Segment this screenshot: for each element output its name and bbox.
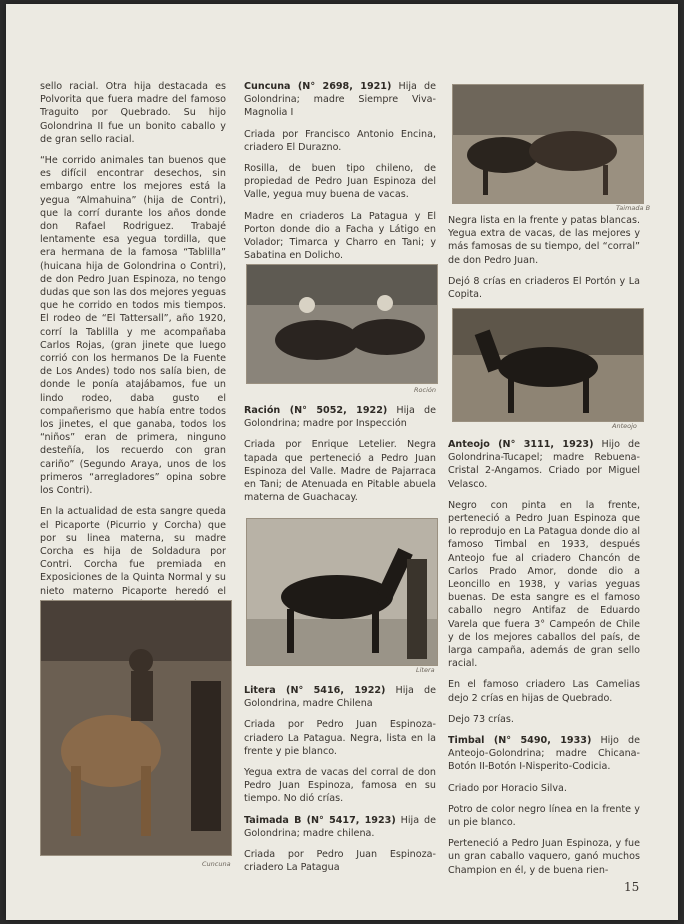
col1-paragraph-3: En la actualidad de esta sangre queda el Picaporte (Picurrio y Corcha) que por su linea materna, su madre Corcha es hija de Soldadura por Contri. Corcha fue premiada en Exposiciones de la Quinta Normal y su nieto materno Picaporte heredó el: [40, 506, 226, 597]
book-page: [6, 4, 678, 920]
col1-paragraph-1: sello racial. Otra hija destacada es Polvorita que fuera madre del famoso Traguito por Quebrado. Su hijo Golondrina II fue un bonito caballo y de gran sello racial.: [40, 81, 226, 145]
taimada-entry: [244, 814, 436, 840]
caption-anteojo: Anteojo: [612, 422, 637, 430]
photo-racion: [246, 264, 438, 384]
timbal-desc: Hijo de Anteojo-Golondrina; madre Chicana-Botón II-Botón I-Nisperito-Codicia.: [448, 735, 640, 773]
cuncuna-entry: [244, 80, 436, 120]
timbal-entry: [448, 734, 640, 774]
cuncuna-title: Cuncuna (N° 2698, 1921): [244, 81, 392, 92]
caption-cuncuna: Cuncuna: [202, 860, 231, 868]
taimada-title: Taimada B (N° 5417, 1923): [244, 814, 396, 826]
photo-cuncuna: [40, 600, 232, 856]
anteojo-title: Anteojo (N° 3111, 1923): [448, 439, 594, 450]
page-number: 15: [624, 880, 640, 894]
racion-title: Ración (N° 5052, 1922): [244, 405, 388, 416]
litera-title: Litera (N° 5416, 1922): [244, 685, 386, 696]
timbal-paragraph-4: Perteneció a Pedro Juan Espinoza, y fue un gran caballo vaquero, ganó muchos Champion en él, y de buena rien-: [448, 838, 640, 876]
litera-desc: Hija de Golondrina, madre Chilena: [244, 685, 436, 710]
litera-paragraph-3: Yegua extra de vacas del corral de don Pedro Juan Espinoza, famosa en su tiempo. No dió crías.: [244, 767, 436, 805]
timbal-title: Timbal (N° 5490, 1933): [448, 735, 592, 747]
racion-entry: [244, 404, 436, 430]
photo-taimada: [452, 84, 644, 204]
cuncuna-desc: Hija de Golondrina; madre Siempre Viva-Magnolia I: [244, 81, 437, 119]
col1-paragraph-2: “He corrido animales tan buenos que es difícil encontrar desechos, sin embargo entre los mejores está la yegua “Almahuina” (hija de Contri), que la corrí durante los años donde don Rafael Rodriguez. Trabajé lentamente esa yegua tordilla, que era hermana de la famosa “Tablilla” (huicana hija de Golondrina o Contri), de don Pedro Juan Espinoza, no tengo dudas que son las dos mejores yeguas que he corrido en todos mis tiempos. El rodeo de “El Tattersall”, año 1920, corrí la Tablilla y me acompañaba Carlos Rojas, (gran jinete que luego corrió con los hermanos De la Fuente de Los Andes) todo nos salía bien, de donde le ponía atajábamos, fue un lindo rodeo, daba gusto el compañerismo que había entre todos los jinetes, el que ganaba, todos los “niños” eran de primera, ninguno desteñía, los recuerdo con gran cariño” (Segundo Araya, unos de los primeros “arregladores” opina sobre los Contri).: [40, 155, 227, 497]
column-2-racion: [244, 404, 436, 512]
cuncuna-paragraph-2: Criada por Francisco Antonio Encina, criadero El Durazno.: [244, 128, 436, 153]
column-2-top: [244, 80, 436, 270]
col3-paragraph-1: Negra lista en la frente y patas blancas. Yegua extra de vacas, de las mejores y más famosas de su tiempo, del “corral” de don Pedro Juan.: [448, 215, 640, 266]
racion-desc: Hija de Golondrina; madre por Inspección: [244, 405, 437, 430]
col3-paragraph-2: Dejó 8 crías en criaderos El Portón y La Copita.: [448, 275, 640, 301]
taimada-desc: Hija de Golondrina; madre chilena.: [244, 814, 436, 839]
caption-taimada: Taimada B: [616, 204, 651, 212]
litera-entry: [244, 684, 436, 710]
column-3-anteojo: [448, 438, 640, 885]
timbal-paragraph-2: Criado por Horacio Silva.: [448, 782, 567, 794]
column-3-top: [448, 214, 640, 309]
timbal-paragraph-3: Potro de color negro línea en la frente y un pie blanco.: [448, 803, 640, 829]
anteojo-desc: Hijo de Golondrina-Tucapel; madre Rebuena-Cristal 2-Angamos. Criado por Miguel Velasco.: [448, 439, 640, 490]
caption-litera: Litera: [416, 666, 435, 674]
anteojo-paragraph-4: Dejo 73 crías.: [448, 713, 514, 725]
litera-paragraph-2: Criada por Pedro Juan Espinoza-criadero La Patagua. Negra, lista en la frente y pie blanco.: [244, 719, 436, 757]
photo-anteojo: [452, 308, 644, 422]
photo-litera: [246, 518, 438, 666]
taimada-paragraph-2: Criada por Pedro Juan Espinoza-criadero La Patagua: [244, 849, 436, 874]
anteojo-paragraph-3: En el famoso criadero Las Camelias dejo 2 crías en hijas de Quebrado.: [448, 679, 640, 704]
cuncuna-paragraph-3: Rosilla, de buen tipo chileno, de propiedad de Pedro Juan Espinoza del Valle, yegua muy buena de vacas.: [244, 163, 436, 201]
column-2-litera: [244, 684, 436, 882]
racion-paragraph-2: Criada por Enrique Letelier. Negra tapada que perteneció a Pedro Juan Espinoza del Valle. Madre de Pajarraca en Tani; de Atenuada en Pitable abuela materna de Guachacay.: [244, 439, 436, 504]
column-1: [40, 80, 226, 619]
anteojo-paragraph-2: Negro con pinta en la frente, perteneció a Pedro Juan Espinoza que lo reprodujo en La Patagua donde dio al famoso Timbal en 1933, después Anteojo fue al criadero Chancón de Carlos Prado Amor, donde dio a Leoncillo en 1938, y varias yeguas buenas. De esta sangre es el famoso caballo negro Antifaz de Eduardo Varela que fuera 3° Campeón de Chile y de los mejores caballos del país, de larga campaña, además de gran sello racial.: [448, 499, 640, 670]
caption-racion: Roción: [414, 386, 436, 394]
anteojo-entry: [448, 438, 640, 491]
cuncuna-paragraph-4: Madre en criaderos La Patagua y El Porton donde dio a Facha y Látigo en Volador; Timarca y Charro en Tani; y Sabatina en Dolicho.: [244, 210, 436, 262]
